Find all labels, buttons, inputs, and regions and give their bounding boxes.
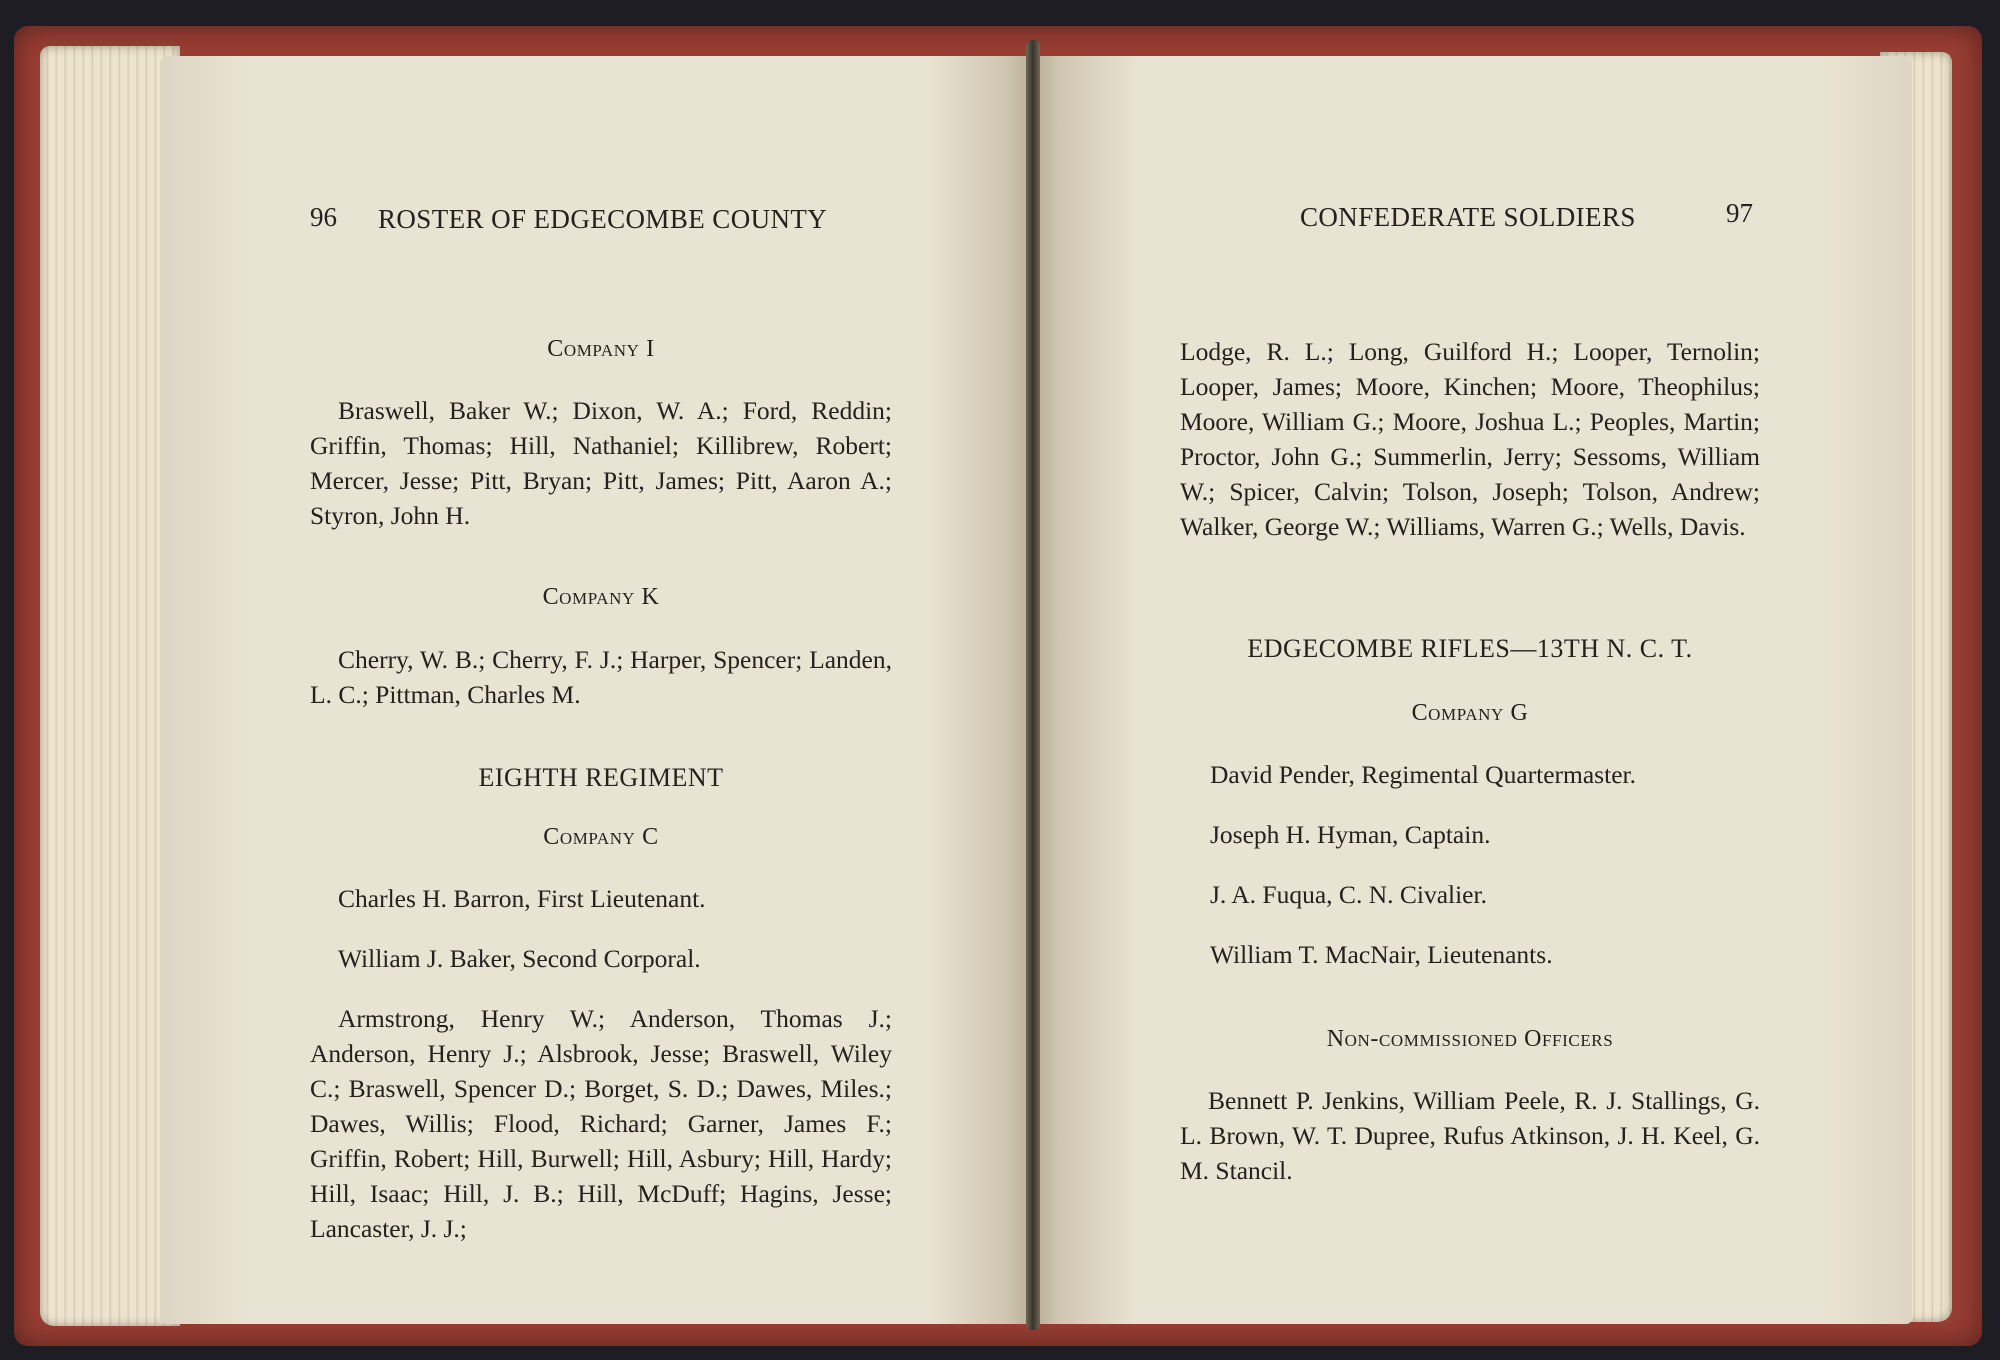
- company-g-line-4: William T. MacNair, Lieutenants.: [1210, 940, 1553, 969]
- company-g-line-2: Joseph H. Hyman, Captain.: [1210, 820, 1491, 849]
- company-c-officer-1: Charles H. Barron, First Lieutenant.: [338, 884, 706, 913]
- edgecombe-rifles-heading: EDGECOMBE RIFLES—13TH N. C. T.: [1247, 634, 1693, 663]
- nco-roster: Bennett P. Jenkins, William Peele, R. J. Stallings, G. L. Brown, W. T. Dupree, Rufus Atkinson, J. H. Keel, G. M. Stancil.: [1180, 1086, 1760, 1185]
- left-running-head: ROSTER OF EDGECOMBE COUNTY: [378, 204, 828, 234]
- left-page-number: 96: [310, 202, 337, 232]
- company-g-heading: Company G: [1411, 700, 1529, 726]
- company-c-heading: Company C: [543, 824, 659, 850]
- company-k-roster: Cherry, W. B.; Cherry, F. J.; Harper, Spencer; Landen, L. C.; Pittman, Charles M.: [310, 645, 892, 709]
- right-page: [1032, 56, 1912, 1324]
- right-page-number: 97: [1726, 198, 1753, 228]
- company-k-heading: Company K: [542, 584, 660, 610]
- company-g-line-1: David Pender, Regimental Quartermaster.: [1210, 760, 1636, 789]
- company-i-roster: Braswell, Baker W.; Dixon, W. A.; Ford, Reddin; Griffin, Thomas; Hill, Nathaniel; Killibrew, Robert; Mercer, Jesse; Pitt, Bryan; Pitt, James; Pitt, Aaron A.; Styron, John H.: [310, 396, 892, 530]
- book-gutter: [1026, 40, 1040, 1330]
- right-running-head: CONFEDERATE SOLDIERS: [1300, 202, 1636, 232]
- company-g-line-3: J. A. Fuqua, C. N. Civalier.: [1210, 880, 1487, 909]
- eighth-regiment-heading: EIGHTH REGIMENT: [478, 763, 724, 792]
- continued-roster: Lodge, R. L.; Long, Guilford H.; Looper, Ternolin; Looper, James; Moore, Kinchen; Moore, Theophilus; Moore, William G.; Moore, Joshua L.; Peoples, Martin; Proctor, John G.; Summerlin, Jerry; Sessoms, William W.; Spicer, Calvin; Tolson, Joseph; Tolson, Andrew; Walker, George W.; Williams, Warren G.; Wells, Davis.: [1180, 337, 1760, 541]
- company-c-officer-2: William J. Baker, Second Corporal.: [338, 944, 701, 973]
- left-page: [160, 56, 1032, 1324]
- page-edges-left: [40, 46, 180, 1326]
- nco-heading: Non-commissioned Officers: [1326, 1026, 1614, 1052]
- company-c-roster: Armstrong, Henry W.; Anderson, Thomas J.; Anderson, Henry J.; Alsbrook, Jesse; Braswell, Wiley C.; Braswell, Spencer D.; Borget, S. D.; Dawes, Miles.; Dawes, Willis; Flood, Richard; Garner, James F.; Griffin, Robert; Hill, Burwell; Hill, Asbury; Hill, Hardy; Hill, Isaac; Hill, J. B.; Hill, McDuff; Hagins, Jesse; Lancaster, J. J.;: [310, 1004, 892, 1243]
- company-i-heading: Company I: [547, 336, 655, 362]
